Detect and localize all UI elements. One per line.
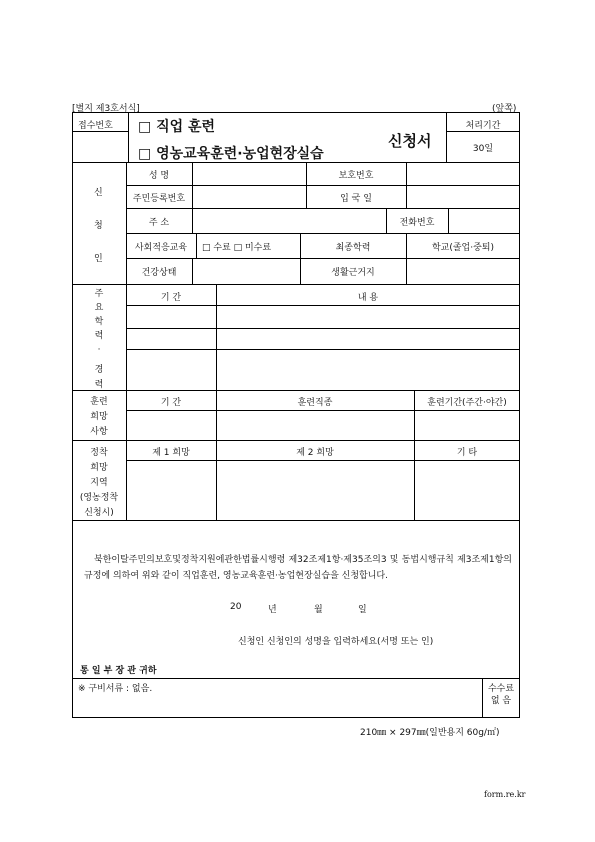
form-number: [별지 제3호서식] [72, 104, 140, 114]
protection-number-label: 보호번호 [338, 171, 374, 181]
career-char-5: · [97, 345, 101, 355]
date-month-unit: 월 [314, 605, 323, 615]
page-side: (앞쪽) [492, 104, 517, 114]
address-label: 주 소 [148, 218, 170, 228]
recipient: 통 일 부 장 관 귀하 [80, 666, 157, 676]
applicant-char-1: 신 [94, 188, 103, 198]
training-char-1: 훈련 [90, 397, 108, 407]
training-char-3: 사항 [90, 427, 108, 437]
education-label: 최종학력 [335, 243, 371, 253]
applicant-char-3: 인 [94, 254, 103, 264]
date-year-unit: 년 [268, 605, 277, 615]
settlement-char-1: 정착 [90, 448, 108, 458]
health-label: 건강상태 [141, 268, 177, 278]
fee-value: 없 음 [490, 696, 512, 706]
career-char-4: 력 [94, 331, 104, 341]
attachments-note: ※ 구비서류 : 없음. [78, 684, 153, 694]
training-time-header: 훈련기간(주간·야간) [427, 398, 507, 408]
document-title: 신청서 [388, 132, 432, 150]
option-farming-training[interactable]: □ 영농교육훈련·농업현장실습 [138, 146, 324, 162]
receipt-number-label: 접수번호 [78, 121, 113, 131]
date-day-unit: 일 [358, 605, 367, 615]
option-vocational-training[interactable]: □ 직업 훈련 [138, 119, 216, 135]
adaptation-options[interactable]: □ 수료 □ 미수료 [202, 243, 272, 253]
phone-label: 전화번호 [399, 218, 435, 228]
school-label: 학교(졸업·중퇴) [431, 243, 495, 253]
other-choice-header: 기 타 [456, 448, 478, 458]
signature-line[interactable]: 신청인 신청인의 성명을 입력하세요(서명 또는 인) [238, 637, 434, 647]
adaptation-education-label: 사회적응교육 [134, 243, 188, 253]
career-char-3: 학 [94, 317, 104, 327]
source-mark: form.re.kr [484, 790, 526, 799]
career-period-header: 기 간 [160, 293, 182, 303]
training-char-2: 희망 [90, 412, 108, 422]
processing-period-value: 30일 [472, 144, 494, 154]
training-type-header: 훈련직종 [297, 398, 333, 408]
settlement-char-5: 신청시) [84, 508, 114, 518]
career-char-6: 경 [94, 365, 104, 375]
career-char-2: 요 [94, 303, 104, 313]
processing-period-label: 처리기간 [465, 121, 501, 131]
settlement-char-2: 희망 [90, 463, 108, 473]
career-char-7: 력 [94, 380, 104, 390]
statement-text: 북한이탈주민의보호및정착지원에관한법률시행령 제32조제1항·제35조의3 및 동법시행규칙 제3조제1항의 규정에 의하여 위와 같이 직업훈련, 영농교육훈련·농업현장실습을 신청합니다. [84, 555, 512, 581]
fee-label: 수수료 [487, 684, 515, 694]
training-period-header: 기 간 [160, 398, 182, 408]
paper-size-note: 210㎜ × 297㎜(일반용지 60g/㎡) [360, 728, 500, 738]
settlement-char-4: (영농정착 [79, 493, 119, 503]
resident-number-label: 주민등록번호 [132, 194, 186, 204]
settlement-char-3: 지역 [90, 478, 108, 488]
name-label: 성 명 [148, 171, 170, 181]
career-char-1: 주 [94, 289, 104, 299]
first-choice-header: 제 1 희망 [152, 448, 190, 458]
livelihood-label: 생활근거지 [331, 268, 375, 278]
applicant-char-2: 청 [94, 221, 103, 231]
date-year: 20 [230, 602, 242, 612]
second-choice-header: 제 2 희망 [296, 448, 334, 458]
entry-date-label: 입 국 일 [340, 194, 372, 204]
career-content-header: 내 용 [357, 293, 379, 303]
